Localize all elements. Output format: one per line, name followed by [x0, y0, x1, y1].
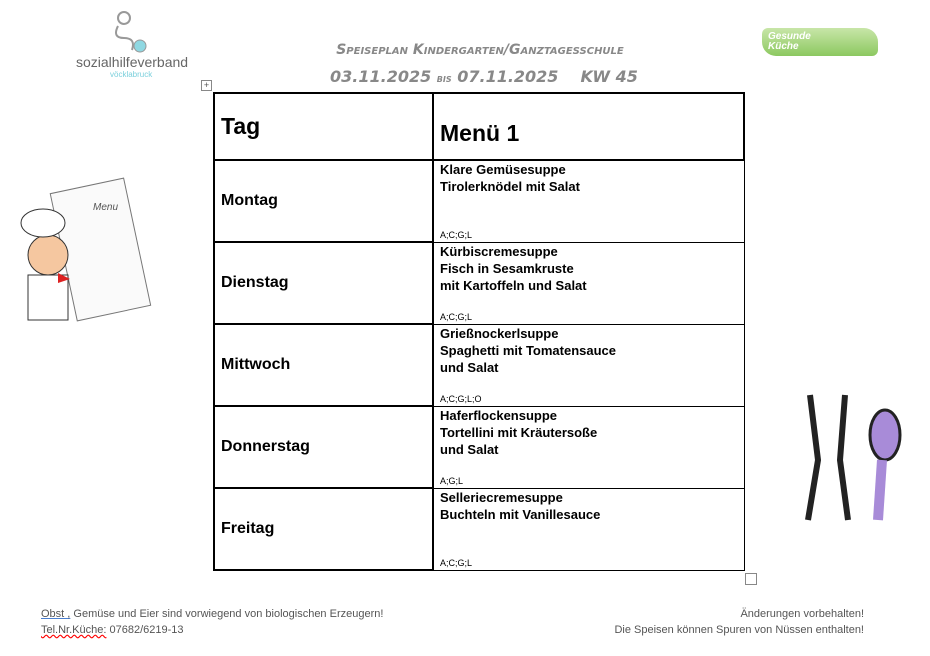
menu-line: Klare Gemüsesuppe [440, 162, 566, 177]
date-range [330, 67, 638, 86]
bis-label: bis [436, 72, 452, 85]
allergens: A;C;G;L [440, 230, 473, 240]
svg-text:Menu: Menu [93, 202, 119, 213]
day-cell: Freitag [214, 488, 433, 570]
tel-number: 07682/6219-13 [106, 624, 184, 636]
nut-note: Die Speisen können Spuren von Nüssen enthalten! [614, 624, 864, 636]
menu-line: Grießnockerlsuppe [440, 325, 559, 341]
badge-line2: Küche [768, 41, 799, 52]
menu-line: Kürbiscremesuppe [440, 243, 558, 259]
menu-line: und Salat [440, 359, 499, 375]
table-move-handle-icon[interactable]: + [201, 80, 212, 91]
logo-icon [110, 10, 150, 55]
table-row [214, 242, 744, 324]
menu-table [213, 92, 745, 571]
table-row [214, 406, 744, 488]
menu-line: Buchteln mit Vanillesauce [440, 506, 601, 522]
allergens: A;C;G;L [440, 311, 473, 322]
footer-right [614, 606, 864, 638]
table-row [214, 160, 744, 242]
menu-line: Spaghetti mit Tomatensauce [440, 342, 617, 358]
table-row [214, 488, 744, 570]
logo-name: sozialhilfeverband [76, 54, 189, 70]
menu-line: Selleriecremesuppe [440, 489, 563, 505]
obst-word: Obst , [41, 608, 71, 620]
day-cell: Donnerstag [214, 406, 433, 488]
allergens: A;C;G;L [440, 557, 473, 568]
header-menu: Menü 1 [433, 93, 744, 160]
logo-sub: vöcklabruck [110, 70, 153, 79]
menu-line: Tortellini mit Kräutersoße [440, 424, 598, 440]
page-title: Speiseplan Kindergarten/Ganztagesschule [336, 42, 624, 58]
day-cell: Montag [214, 160, 433, 242]
allergens: A;G;L [440, 475, 464, 486]
allergens: A;C;G;L;O [440, 393, 482, 404]
bio-note: Gemüse und Eier sind vorwiegend von biologischen Erzeugern! [70, 608, 384, 620]
badge-line1: Gesunde [768, 31, 811, 42]
footer-left [41, 606, 383, 638]
tel-label: Tel.Nr.Küche: [41, 624, 107, 636]
menu-line: Tirolerknödel mit Salat [440, 179, 580, 194]
calendar-week: KW 45 [580, 67, 638, 86]
menu-line: Haferflockensuppe [440, 407, 558, 423]
date-to: 07.11.2025 [457, 67, 559, 86]
table-header-row [214, 93, 744, 160]
menu-line: und Salat [440, 441, 499, 457]
gesunde-kueche-logo [762, 28, 878, 56]
cutlery-illustration-icon [790, 390, 910, 530]
menu-line: Fisch in Sesamkruste [440, 260, 574, 276]
menu-line: mit Kartoffeln und Salat [440, 277, 587, 293]
header-day: Tag [214, 93, 433, 160]
day-cell: Mittwoch [214, 324, 433, 406]
day-cell: Dienstag [214, 242, 433, 324]
date-from: 03.11.2025 [330, 67, 432, 86]
changes-note: Änderungen vorbehalten! [740, 608, 864, 620]
table-row [214, 324, 744, 406]
table-resize-handle[interactable] [745, 573, 757, 585]
chef-menu-illustration-icon [8, 175, 173, 330]
